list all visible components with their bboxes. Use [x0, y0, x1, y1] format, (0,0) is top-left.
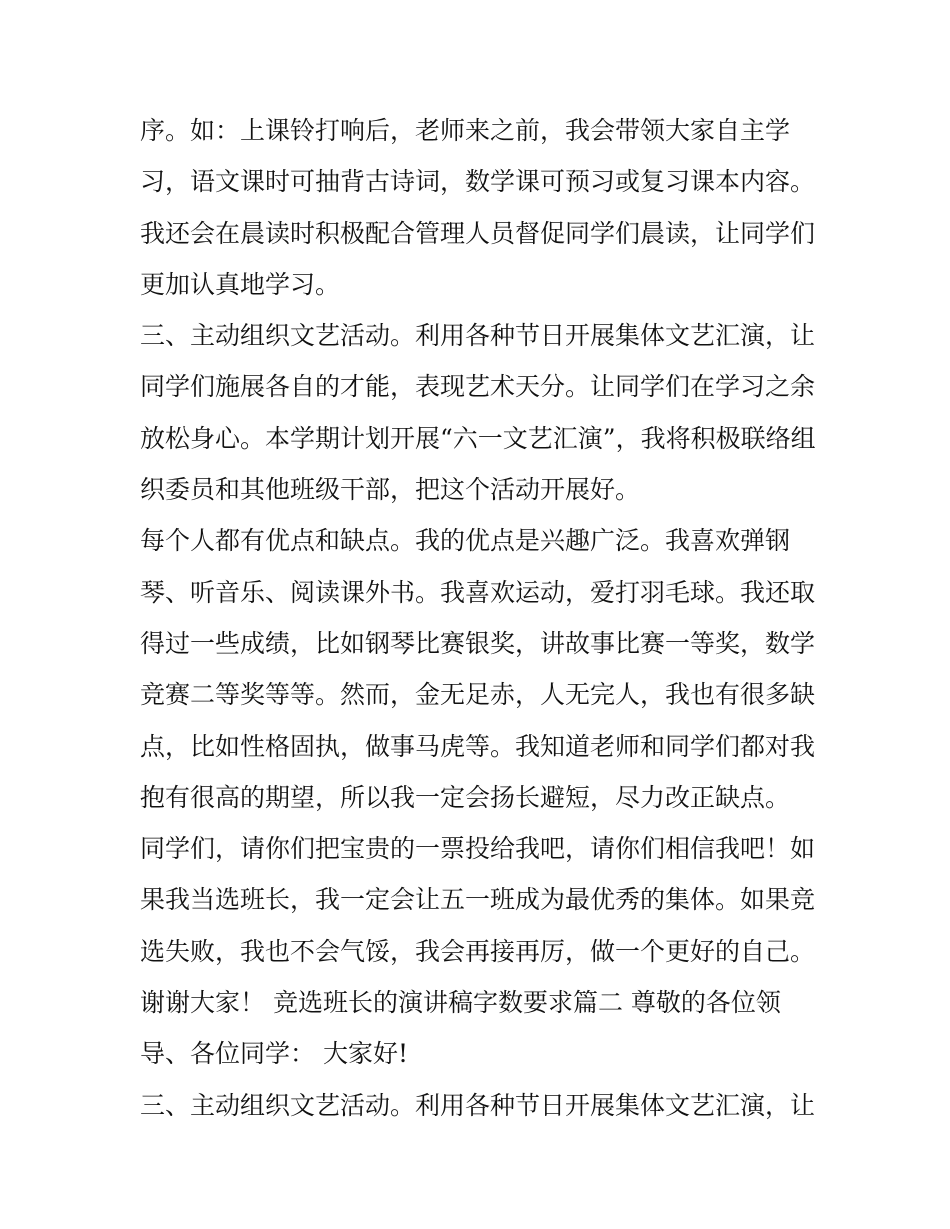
text-line: 放松身心。本学期计划开展“六一文艺汇演”，我将积极联络组 [140, 423, 816, 453]
text-line: 同学们，请你们把宝贵的一票投给我吧，请你们相信我吧！如 [140, 834, 816, 864]
text-line: 序。如：上课铃打响后，老师来之前，我会带领大家自主学 [140, 116, 791, 145]
text-line: 选失败，我也不会气馁，我会再接再厉，做一个更好的自己。 [140, 936, 816, 966]
text-line: 点，比如性格固执，做事马虎等。我知道老师和同学们都对我 [140, 731, 816, 761]
text-line: 琴、听音乐、阅读课外书。我喜欢运动，爱打羽毛球。我还取 [140, 577, 816, 607]
text-line: 每个人都有优点和缺点。我的优点是兴趣广泛。我喜欢弹钢 [140, 526, 791, 556]
text-line: 得过一些成绩，比如钢琴比赛银奖，讲故事比赛一等奖，数学 [140, 628, 816, 658]
text-line: 织委员和其他班级干部，把这个活动开展好。 [140, 475, 641, 505]
document-body [140, 105, 820, 1131]
text-line: 习，语文课时可抽背古诗词，数学课可预习或复习课本内容。 [140, 167, 816, 197]
text-line: 谢谢大家！ 竞选班长的演讲稿字数要求篇二 尊敬的各位领 [140, 988, 781, 1018]
text-line: 果我当选班长，我一定会让五一班成为最优秀的集体。如果竞 [140, 885, 816, 915]
text-line: 竞赛二等奖等等。然而，金无足赤，人无完人，我也有很多缺 [140, 680, 816, 710]
text-line: 三、主动组织文艺活动。利用各种节日开展集体文艺汇演，让 [140, 1090, 816, 1120]
text-line: 更加认真地学习。 [140, 269, 341, 299]
text-line: 同学们施展各自的才能，表现艺术天分。让同学们在学习之余 [140, 372, 816, 402]
text-line: 三、主动组织文艺活动。利用各种节日开展集体文艺汇演，让 [140, 321, 816, 351]
text-line: 我还会在晨读时积极配合管理人员督促同学们晨读，让同学们 [140, 218, 816, 248]
text-line: 抱有很高的期望，所以我一定会扬长避短，尽力改正缺点。 [140, 782, 791, 812]
text-line: 导、各位同学： 大家好! [140, 1039, 408, 1069]
